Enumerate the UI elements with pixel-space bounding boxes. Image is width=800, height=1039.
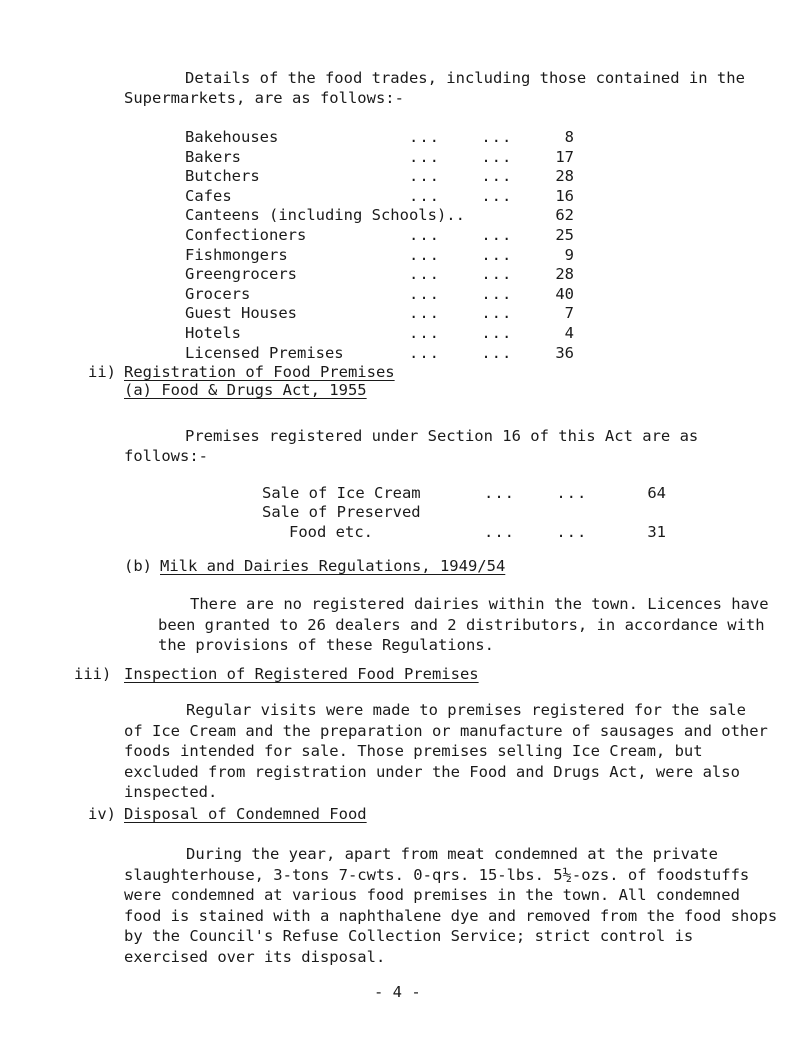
section-ii-sub-b-marker: (b) bbox=[124, 557, 152, 575]
trade-name: Greengrocers bbox=[185, 265, 297, 283]
section-ii-para-line-1: Premises registered under Section 16 of this Act are as bbox=[185, 427, 699, 445]
trade-leader: ... ... bbox=[409, 304, 513, 322]
reg-item-preserved-leader: ... ... bbox=[484, 523, 588, 541]
section-iv-marker: iv) bbox=[88, 805, 116, 823]
reg-item-ice-cream-leader: ... ... bbox=[484, 484, 588, 502]
section-ii-marker: ii) bbox=[88, 363, 116, 381]
trade-leader: ... ... bbox=[409, 167, 513, 185]
trade-leader: ... ... bbox=[409, 187, 513, 205]
trade-leader: ... ... bbox=[409, 226, 513, 244]
trade-count: 8 bbox=[564, 128, 574, 146]
section-ii-para-line-2: follows:- bbox=[124, 447, 208, 465]
trade-leader: ... ... bbox=[409, 265, 513, 283]
trade-count: 4 bbox=[564, 324, 574, 342]
trade-count: 40 bbox=[555, 285, 574, 303]
trade-name: Canteens (including Schools).. bbox=[185, 206, 465, 224]
section-iii-heading: Inspection of Registered Food Premises bbox=[124, 665, 479, 683]
section-iii-marker: iii) bbox=[74, 665, 112, 683]
section-ii-sub-b: Milk and Dairies Regulations, 1949/54 bbox=[160, 557, 506, 575]
trade-name: Bakehouses bbox=[185, 128, 279, 146]
intro-line-2: Supermarkets, are as follows:- bbox=[124, 89, 404, 107]
trade-count: 28 bbox=[555, 265, 574, 283]
trade-leader: ... ... bbox=[409, 285, 513, 303]
trade-name: Butchers bbox=[185, 167, 260, 185]
section-iii-para-text: Regular visits were made to premises registered for the sale of Ice Cream and the preparation or manufacture of sausages and other foods intended for sale. Those premises selling Ice Cream, but excluded from registration under the Food and Drugs Act, were also inspected. bbox=[124, 701, 768, 801]
section-ii-heading: Registration of Food Premises bbox=[124, 363, 395, 381]
section-iii-para bbox=[124, 700, 770, 803]
trade-leader: ... ... bbox=[409, 324, 513, 342]
trade-count: 7 bbox=[564, 304, 574, 322]
trade-count: 36 bbox=[555, 344, 574, 362]
trade-name: Bakers bbox=[185, 148, 241, 166]
section-iv-heading: Disposal of Condemned Food bbox=[124, 805, 367, 823]
section-ii-para-b bbox=[158, 594, 782, 656]
section-iv-para bbox=[124, 844, 778, 967]
section-ii-sub-a: (a) Food & Drugs Act, 1955 bbox=[124, 381, 367, 399]
trade-count: 62 bbox=[555, 206, 574, 224]
reg-item-ice-cream: Sale of Ice Cream bbox=[262, 484, 421, 502]
section-iv-para-text: During the year, apart from meat condemned at the private slaughterhouse, 3-tons 7-cwts. 0-qrs. 15-lbs. 5½-ozs. of foodstuffs were condemned at various food premises in the town. All condemned food is stained with a naphthalene dye and removed from the food shops by the Council's Refuse Collection Service; strict control is exercised over its disposal. bbox=[124, 845, 778, 966]
trade-count: 28 bbox=[555, 167, 574, 185]
trade-name: Licensed Premises bbox=[185, 344, 344, 362]
trade-name: Cafes bbox=[185, 187, 232, 205]
trade-leader: ... ... bbox=[409, 128, 513, 146]
page-number: - 4 - bbox=[374, 983, 421, 1001]
trade-count: 9 bbox=[564, 246, 574, 264]
trade-name: Fishmongers bbox=[185, 246, 288, 264]
trade-name: Grocers bbox=[185, 285, 251, 303]
trade-leader: ... ... bbox=[409, 246, 513, 264]
trade-name: Confectioners bbox=[185, 226, 307, 244]
trade-count: 16 bbox=[555, 187, 574, 205]
trade-leader: ... ... bbox=[409, 148, 513, 166]
trade-count: 25 bbox=[555, 226, 574, 244]
reg-item-preserved-count: 31 bbox=[647, 523, 666, 541]
reg-item-ice-cream-count: 64 bbox=[647, 484, 666, 502]
trade-name: Guest Houses bbox=[185, 304, 297, 322]
trade-leader: ... ... bbox=[409, 344, 513, 362]
intro-line-1: Details of the food trades, including those contained in the bbox=[185, 69, 745, 87]
reg-item-preserved: Sale of Preserved bbox=[262, 503, 421, 521]
reg-item-preserved-line-2: Food etc. bbox=[289, 523, 373, 541]
section-ii-para-b-text: There are no registered dairies within the town. Licences have been granted to 26 dealers and 2 distributors, in accordance with the provisions of these Regulations. bbox=[158, 595, 769, 654]
trade-count: 17 bbox=[555, 148, 574, 166]
trade-name: Hotels bbox=[185, 324, 241, 342]
